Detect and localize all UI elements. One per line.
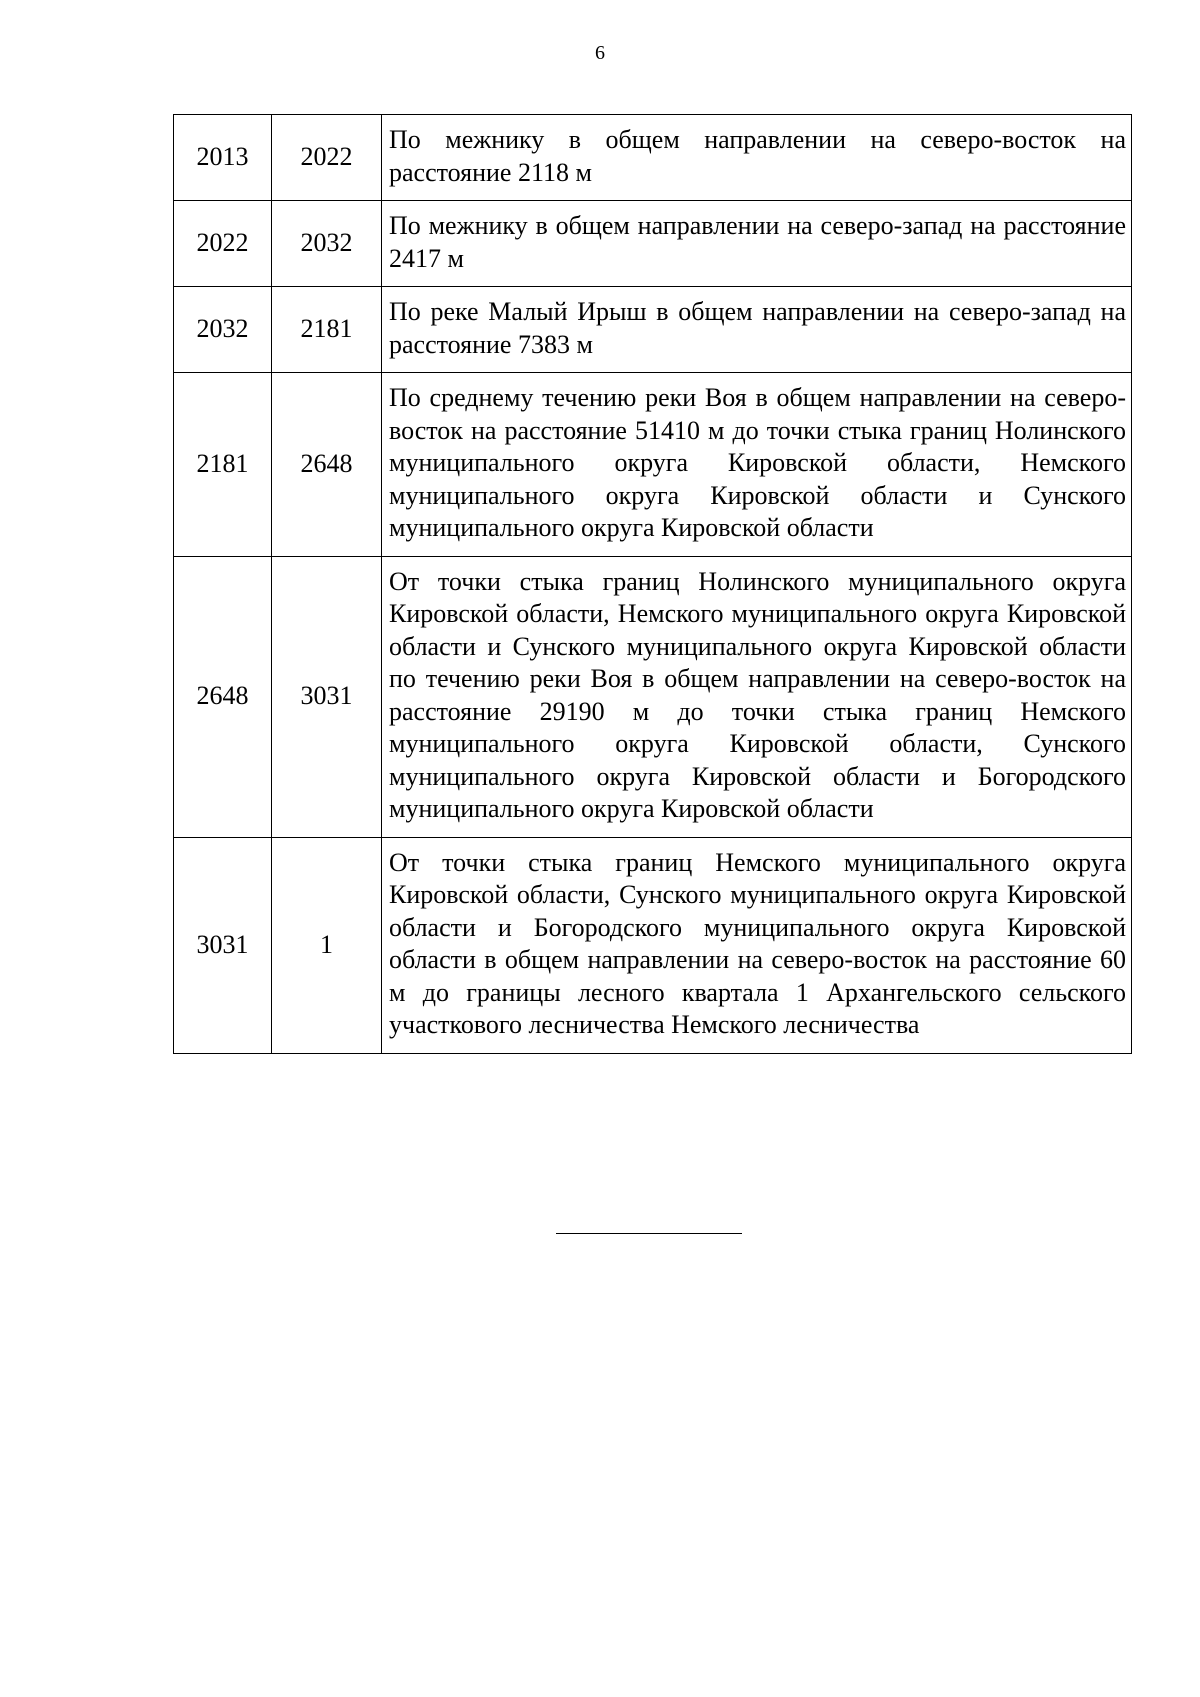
table-row — [174, 373, 1132, 557]
to-point-cell: 3031 — [272, 556, 382, 837]
table-row — [174, 837, 1132, 1053]
from-point-cell: 2648 — [174, 556, 272, 837]
page-number: 6 — [595, 42, 605, 64]
from-point-cell: 2181 — [174, 373, 272, 557]
table-row — [174, 556, 1132, 837]
to-point-cell: 2022 — [272, 115, 382, 201]
description-cell: По межнику в общем направлении на северо-восток на расстояние 2118 м — [382, 115, 1132, 201]
to-point-cell: 1 — [272, 837, 382, 1053]
boundary-table — [173, 114, 1132, 1054]
to-point-cell: 2032 — [272, 201, 382, 287]
description-cell: По реке Малый Ирыш в общем направлении на северо-запад на расстояние 7383 м — [382, 287, 1132, 373]
table-row — [174, 201, 1132, 287]
to-point-cell: 2648 — [272, 373, 382, 557]
to-point-cell: 2181 — [272, 287, 382, 373]
from-point-cell: 2013 — [174, 115, 272, 201]
from-point-cell: 2032 — [174, 287, 272, 373]
from-point-cell: 3031 — [174, 837, 272, 1053]
description-cell: По межнику в общем направлении на северо-запад на расстояние 2417 м — [382, 201, 1132, 287]
from-point-cell: 2022 — [174, 201, 272, 287]
description-cell: От точки стыка границ Немского муниципального округа Кировской области, Сунского муниципального округа Кировской области и Богородского муниципального округа Кировской области в общем направлении на северо-восток на расстояние 60 м до границы лесного квартала 1 Архангельского сельского участкового лесничества Немского лесничества — [382, 837, 1132, 1053]
end-of-document-divider — [556, 1233, 742, 1234]
description-cell: По среднему течению реки Воя в общем направлении на северо-восток на расстояние 51410 м до точки стыка границ Нолинского муниципального округа Кировской области, Немского муниципального округа Кировской области и Сунского муниципального округа Кировской области — [382, 373, 1132, 557]
description-cell: От точки стыка границ Нолинского муниципального округа Кировской области, Немского муниципального округа Кировской области и Сунского муниципального округа Кировской области по течению реки Воя в общем направлении на северо-восток на расстояние 29190 м до точки стыка границ Немского муниципального округа Кировской области, Сунского муниципального округа Кировской области и Богородского муниципального округа Кировской области — [382, 556, 1132, 837]
table-row — [174, 287, 1132, 373]
table-row — [174, 115, 1132, 201]
